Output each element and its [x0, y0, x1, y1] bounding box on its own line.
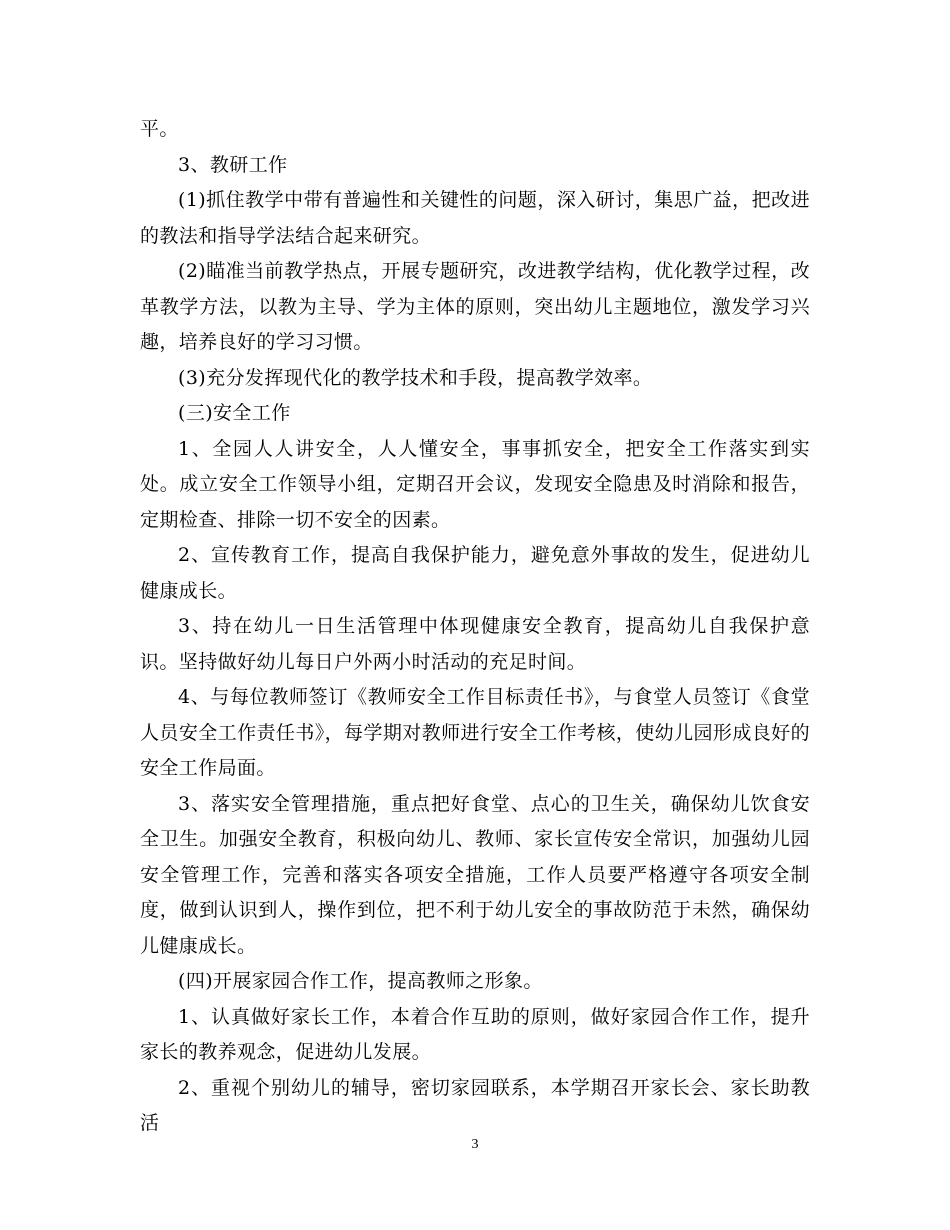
paragraph-cooperation-1: 1、认真做好家长工作，本着合作互助的原则，做好家园合作工作，提升家长的教养观念，促进幼儿发展。 — [140, 1005, 810, 1063]
paragraph-research-1: (1)抓住教学中带有普遍性和关键性的问题，深入研讨，集思广益，把改进的教法和指导学法结合起来研究。 — [140, 189, 810, 247]
paragraph-research-2: (2)瞄准当前教学热点，开展专题研究，改进教学结构，优化教学过程，改革教学方法，以教为主导、学为主体的原则，突出幼儿主题地位，激发学习兴趣，培养良好的学习习惯。 — [140, 260, 810, 353]
heading-teaching-research: 3、教研工作 — [178, 153, 288, 176]
heading-home-school-cooperation: (四)开展家园合作工作，提高教师之形象。 — [178, 970, 543, 992]
paragraph-research-3: (3)充分发挥现代化的教学技术和手段，提高教学效率。 — [178, 366, 653, 389]
body-text — [140, 112, 810, 1142]
paragraph-safety-1: 1、全园人人讲安全，人人懂安全，事事抓安全，把安全工作落实到实处。成立安全工作领导小组，定期召开会议，发现安全隐患及时消除和报告，定期检查、排除一切不安全的因素。 — [140, 437, 810, 531]
paragraph-continuation: 平。 — [140, 118, 179, 140]
paragraph-cooperation-2: 2、重视个别幼儿的辅导，密切家园联系，本学期召开家长会、家长助教活 — [140, 1076, 810, 1134]
page-number: 3 — [471, 1137, 479, 1152]
paragraph-safety-5: 3、落实安全管理措施，重点把好食堂、点心的卫生关，确保幼儿饮食安全卫生。加强安全教育，积极向幼儿、教师、家长宣传安全常识，加强幼儿园安全管理工作，完善和落实各项安全措施，工作人员要严格遵守各项安全制度，做到认识到人，操作到位，把不利于幼儿安全的事故防范于未然，确保幼儿健康成长。 — [140, 792, 810, 957]
paragraph-safety-2: 2、宣传教育工作，提高自我保护能力，避免意外事故的发生，促进幼儿健康成长。 — [140, 544, 810, 602]
paragraph-safety-3: 3、持在幼儿一日生活管理中体现健康安全教育，提高幼儿自我保护意识。坚持做好幼儿每日户外两小时活动的充足时间。 — [140, 615, 810, 673]
paragraph-safety-4: 4、与每位教师签订《教师安全工作目标责任书》，与食堂人员签订《食堂人员安全工作责任书》，每学期对教师进行安全工作考核，使幼儿园形成良好的安全工作局面。 — [140, 686, 810, 779]
heading-safety-work: (三)安全工作 — [178, 402, 291, 424]
